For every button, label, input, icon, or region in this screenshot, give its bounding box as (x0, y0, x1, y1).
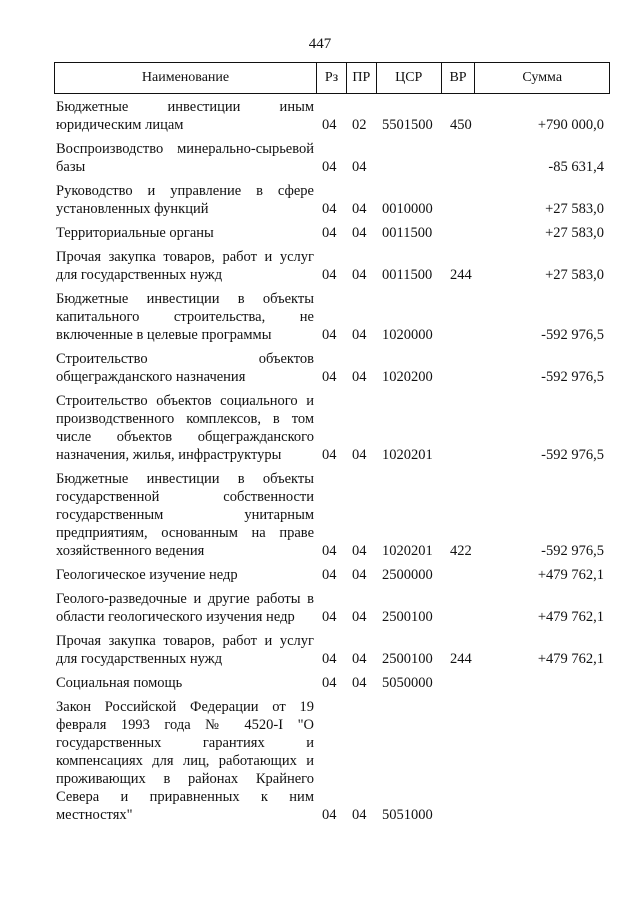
table-row (56, 632, 612, 668)
table-row (56, 470, 612, 560)
table-row (56, 566, 612, 584)
row-sum: -592 976,5 (541, 447, 604, 463)
table-row (56, 224, 612, 242)
row-rz: 04 (322, 117, 337, 133)
row-rz: 04 (322, 267, 337, 283)
row-name: Прочая закупка товаров, работ и услуг для государственных нужд (56, 633, 314, 667)
page-number: 447 (308, 36, 332, 52)
row-sum: -592 976,5 (541, 369, 604, 385)
row-rz: 04 (322, 447, 337, 463)
table-row (56, 140, 612, 176)
row-pr: 04 (352, 225, 367, 241)
header-rz: Рз (316, 63, 346, 93)
row-name: Руководство и управление в сфере установленных функций (56, 183, 314, 217)
table-row (56, 698, 612, 824)
row-rz: 04 (322, 225, 337, 241)
row-name: Воспроизводство минерально-сырьевой базы (56, 141, 314, 175)
table-row (56, 98, 612, 134)
row-vr: 244 (450, 267, 472, 283)
row-rz: 04 (322, 543, 337, 559)
row-csr: 0010000 (382, 201, 433, 217)
row-csr: 0011500 (382, 267, 433, 283)
row-csr: 1020201 (382, 447, 433, 463)
table-row (56, 674, 612, 692)
row-rz: 04 (322, 651, 337, 667)
row-name: Строительство объектов социального и производственного комплексов, в том числе объектов общегражданского назначения, жилья, инфраструктуры (56, 393, 314, 463)
row-pr: 04 (352, 447, 367, 463)
row-sum: +27 583,0 (545, 267, 604, 283)
row-rz: 04 (322, 675, 337, 691)
row-name: Территориальные органы (56, 225, 214, 241)
row-csr: 1020200 (382, 369, 433, 385)
row-pr: 04 (352, 609, 367, 625)
row-sum: +27 583,0 (545, 201, 604, 217)
row-vr: 244 (450, 651, 472, 667)
row-pr: 04 (352, 675, 367, 691)
row-pr: 04 (352, 567, 367, 583)
row-sum: -592 976,5 (541, 543, 604, 559)
row-pr: 04 (352, 807, 367, 823)
table-body (56, 98, 612, 830)
row-sum: +479 762,1 (537, 651, 604, 667)
row-name: Закон Российской Федерации от 19 февраля 1993 года № 4520-I "О государственных гарантиях и компенсациях для лиц, работающих и проживающих в районах Крайнего Севера и приравненных к ним местностях" (56, 699, 314, 823)
row-sum: +479 762,1 (537, 609, 604, 625)
row-name: Строительство объектов общегражданского назначения (56, 351, 314, 385)
header-sum: Сумма (474, 63, 609, 93)
header-name: Наименование (141, 70, 230, 85)
row-name: Бюджетные инвестиции в объекты государственной собственности государственным унитарным предприятиям, основанным на праве хозяйственного ведения (56, 471, 314, 559)
row-pr: 04 (352, 543, 367, 559)
header-csr: ЦСР (376, 63, 441, 93)
row-csr: 5501500 (382, 117, 433, 133)
row-vr: 450 (450, 117, 472, 133)
row-csr: 1020201 (382, 543, 433, 559)
row-csr: 5051000 (382, 807, 433, 823)
row-rz: 04 (322, 609, 337, 625)
row-sum: +790 000,0 (537, 117, 604, 133)
row-csr: 1020000 (382, 327, 433, 343)
row-rz: 04 (322, 807, 337, 823)
row-rz: 04 (322, 201, 337, 217)
row-csr: 5050000 (382, 675, 433, 691)
row-name: Бюджетные инвестиции иным юридическим лицам (56, 99, 314, 133)
row-sum: -85 631,4 (548, 159, 604, 175)
table-header (54, 62, 610, 94)
row-csr: 2500100 (382, 651, 433, 667)
row-pr: 04 (352, 327, 367, 343)
row-pr: 04 (352, 159, 367, 175)
row-sum: +27 583,0 (545, 225, 604, 241)
row-pr: 04 (352, 267, 367, 283)
row-pr: 04 (352, 201, 367, 217)
row-pr: 04 (352, 651, 367, 667)
row-name: Прочая закупка товаров, работ и услуг для государственных нужд (56, 249, 314, 283)
row-sum: +479 762,1 (537, 567, 604, 583)
table-row (56, 248, 612, 284)
row-rz: 04 (322, 369, 337, 385)
table-row (56, 590, 612, 626)
row-sum: -592 976,5 (541, 327, 604, 343)
row-name: Геолого-разведочные и другие работы в области геологического изучения недр (56, 591, 314, 625)
row-rz: 04 (322, 567, 337, 583)
row-rz: 04 (322, 327, 337, 343)
row-csr: 2500100 (382, 609, 433, 625)
row-pr: 02 (352, 117, 367, 133)
row-csr: 0011500 (382, 225, 433, 241)
row-name: Бюджетные инвестиции в объекты капитального строительства, не включенные в целевые программы (56, 291, 314, 343)
row-rz: 04 (322, 159, 337, 175)
table-row (56, 392, 612, 464)
row-csr: 2500000 (382, 567, 433, 583)
table-row (56, 350, 612, 386)
table-row (56, 182, 612, 218)
header-pr: ПР (346, 63, 376, 93)
row-pr: 04 (352, 369, 367, 385)
row-vr: 422 (450, 543, 472, 559)
row-name: Социальная помощь (56, 675, 183, 691)
header-vr: ВР (441, 63, 475, 93)
row-name: Геологическое изучение недр (56, 567, 238, 583)
table-row (56, 290, 612, 344)
